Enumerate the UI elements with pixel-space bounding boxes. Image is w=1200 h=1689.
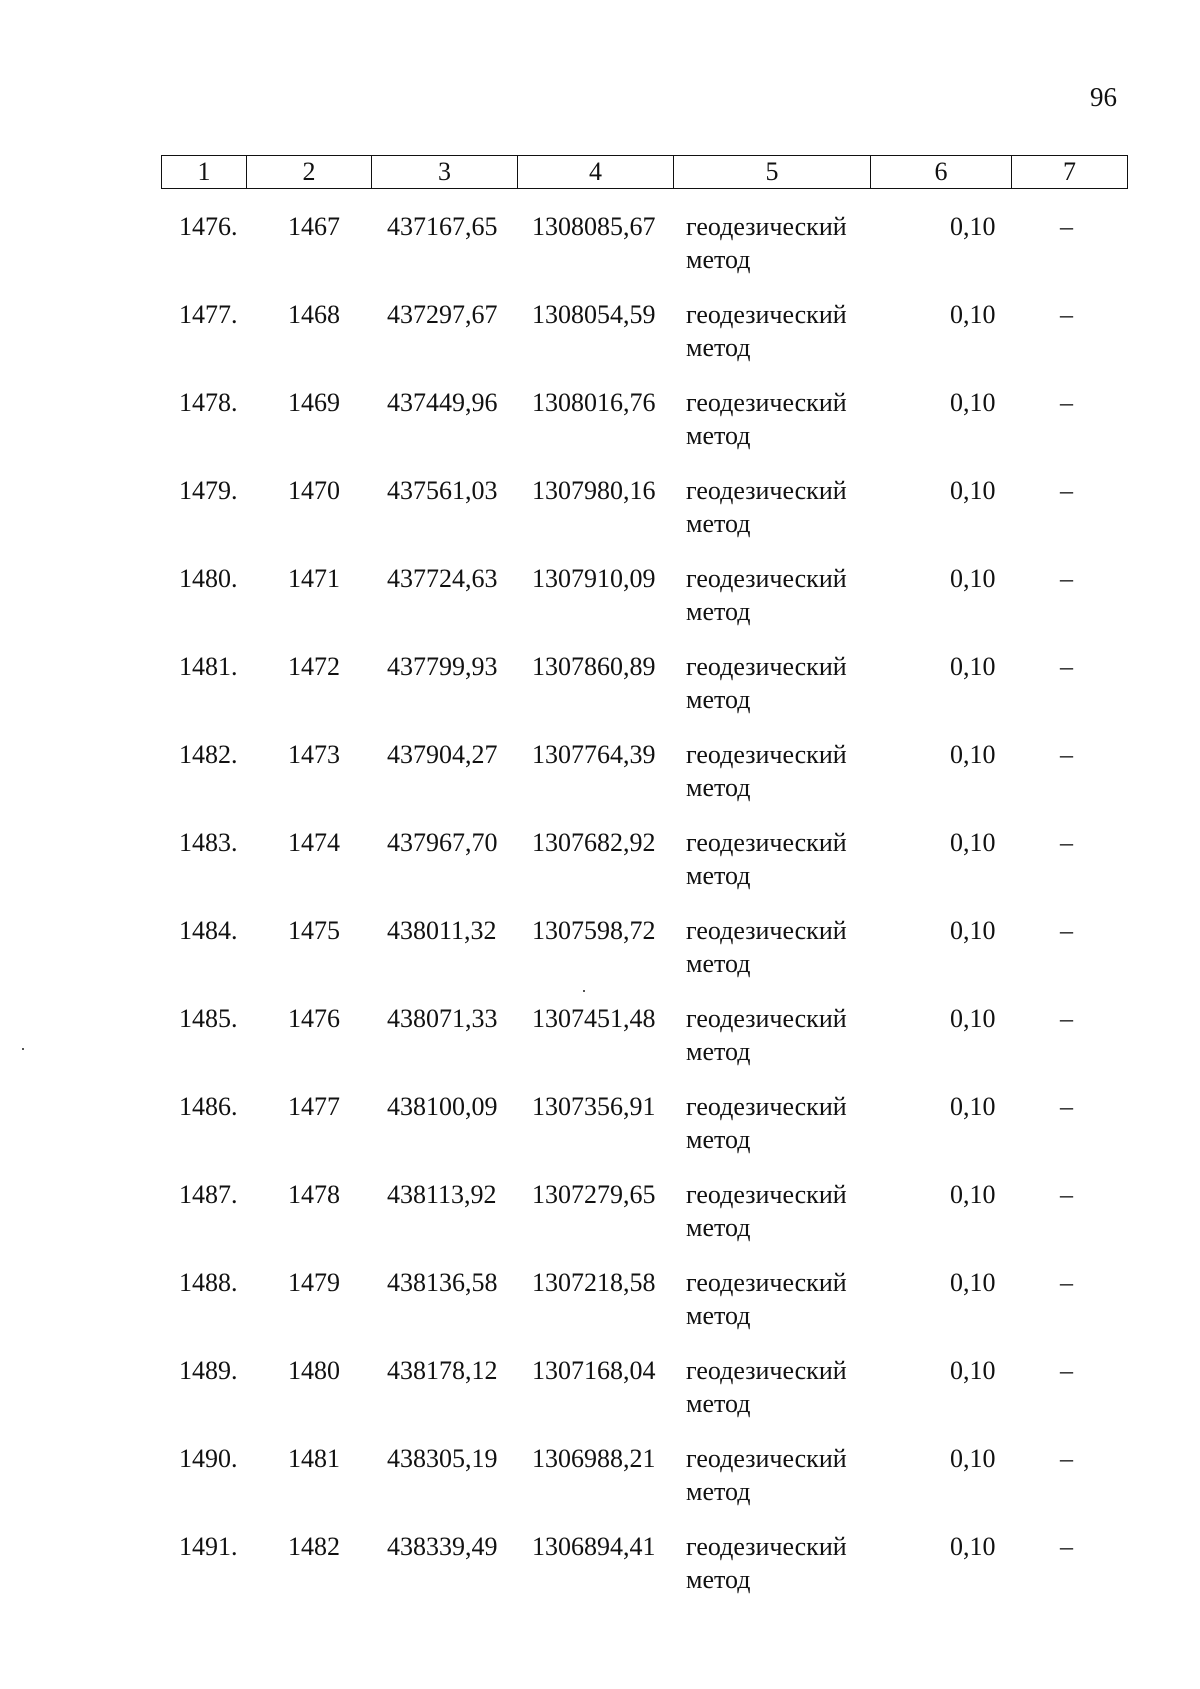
method-line: геодезический [686,1356,847,1385]
method-line: геодезический [686,828,847,857]
coordinate-x: 437561,03 [387,476,498,505]
coordinate-y: 1307764,39 [532,740,656,769]
row-number: 1483. [179,828,238,857]
method-cell [686,1530,847,1596]
coordinate-y: 1308085,67 [532,212,656,241]
accuracy-value: 0,10 [950,652,996,681]
method-line: геодезический [686,1268,847,1297]
coordinate-x: 438178,12 [387,1356,498,1385]
accuracy-value: 0,10 [950,1268,996,1297]
method-line: метод [686,773,751,802]
coordinate-y: 1307598,72 [532,916,656,945]
method-line: метод [686,421,751,450]
table-row [0,1530,1200,1618]
coordinate-x: 437799,93 [387,652,498,681]
note-value: – [1060,1356,1073,1385]
note-value: – [1060,1444,1073,1473]
row-number: 1484. [179,916,238,945]
coordinate-x: 438100,09 [387,1092,498,1121]
coordinate-x: 438136,58 [387,1268,498,1297]
accuracy-value: 0,10 [950,564,996,593]
coordinate-y: 1307218,58 [532,1268,656,1297]
table-row [0,386,1200,474]
note-value: – [1060,300,1073,329]
method-line: метод [686,1477,751,1506]
coordinate-y: 1308054,59 [532,300,656,329]
method-cell [686,738,847,804]
method-line: метод [686,333,751,362]
coordinate-x: 438113,92 [387,1180,497,1209]
note-value: – [1060,564,1073,593]
method-line: геодезический [686,740,847,769]
table-row [0,1442,1200,1530]
method-line: метод [686,597,751,626]
method-cell [686,1002,847,1068]
method-cell [686,650,847,716]
point-number: 1477 [288,1092,340,1121]
row-number: 1478. [179,388,238,417]
column-header-1: 1 [162,156,247,189]
table-row [0,738,1200,826]
method-line: метод [686,509,751,538]
row-number: 1480. [179,564,238,593]
table-row [0,650,1200,738]
method-line: метод [686,685,751,714]
method-line: метод [686,1125,751,1154]
row-number: 1479. [179,476,238,505]
note-value: – [1060,212,1073,241]
accuracy-value: 0,10 [950,1444,996,1473]
method-line: геодезический [686,212,847,241]
point-number: 1467 [288,212,340,241]
method-cell [686,298,847,364]
point-number: 1482 [288,1532,340,1561]
scan-speck [583,990,585,992]
point-number: 1476 [288,1004,340,1033]
coordinate-x: 438071,33 [387,1004,498,1033]
point-number: 1481 [288,1444,340,1473]
method-line: метод [686,1389,751,1418]
table-row [0,1354,1200,1442]
row-number: 1482. [179,740,238,769]
method-line: геодезический [686,1180,847,1209]
accuracy-value: 0,10 [950,916,996,945]
point-number: 1480 [288,1356,340,1385]
method-line: геодезический [686,1004,847,1033]
column-header-row [162,156,1128,189]
table-row [0,562,1200,650]
note-value: – [1060,1180,1073,1209]
method-line: геодезический [686,564,847,593]
page-number: 96 [1090,82,1117,112]
point-number: 1471 [288,564,340,593]
note-value: – [1060,828,1073,857]
table-row [0,914,1200,1002]
method-cell [686,1090,847,1156]
row-number: 1485. [179,1004,238,1033]
row-number: 1490. [179,1444,238,1473]
method-cell [686,914,847,980]
row-number: 1489. [179,1356,238,1385]
accuracy-value: 0,10 [950,212,996,241]
table-row [0,826,1200,914]
method-line: геодезический [686,1092,847,1121]
method-line: геодезический [686,388,847,417]
coordinate-x: 437449,96 [387,388,498,417]
method-line: метод [686,245,751,274]
coordinate-x: 438305,19 [387,1444,498,1473]
method-cell [686,210,847,276]
note-value: – [1060,388,1073,417]
column-header-4: 4 [518,156,674,189]
coordinate-y: 1307682,92 [532,828,656,857]
scan-speck [22,1048,24,1050]
table-row [0,474,1200,562]
coordinate-y: 1307980,16 [532,476,656,505]
row-number: 1491. [179,1532,238,1561]
row-number: 1476. [179,212,238,241]
table-row [0,298,1200,386]
method-line: метод [686,1301,751,1330]
column-header-6: 6 [871,156,1012,189]
table-row [0,210,1200,298]
method-cell [686,1442,847,1508]
point-number: 1479 [288,1268,340,1297]
note-value: – [1060,1004,1073,1033]
coordinate-x: 437967,70 [387,828,498,857]
column-header-2: 2 [247,156,372,189]
note-value: – [1060,652,1073,681]
method-cell [686,1178,847,1244]
table-row [0,1002,1200,1090]
note-value: – [1060,1092,1073,1121]
point-number: 1474 [288,828,340,857]
accuracy-value: 0,10 [950,476,996,505]
column-header-3: 3 [372,156,518,189]
accuracy-value: 0,10 [950,1356,996,1385]
coordinate-y: 1307356,91 [532,1092,656,1121]
coordinate-y: 1307279,65 [532,1180,656,1209]
method-cell [686,1266,847,1332]
column-header-7: 7 [1012,156,1128,189]
coordinate-y: 1306988,21 [532,1444,656,1473]
note-value: – [1060,476,1073,505]
method-line: метод [686,861,751,890]
coordinate-x: 438011,32 [387,916,497,945]
coordinate-y: 1307451,48 [532,1004,656,1033]
method-cell [686,474,847,540]
method-cell [686,826,847,892]
coordinate-y: 1306894,41 [532,1532,656,1561]
table-row [0,1266,1200,1354]
method-line: геодезический [686,476,847,505]
row-number: 1481. [179,652,238,681]
note-value: – [1060,1268,1073,1297]
method-line: метод [686,1213,751,1242]
coordinate-y: 1307168,04 [532,1356,656,1385]
method-line: геодезический [686,652,847,681]
method-line: метод [686,1037,751,1066]
coordinate-x: 437167,65 [387,212,498,241]
method-line: метод [686,949,751,978]
point-number: 1478 [288,1180,340,1209]
point-number: 1468 [288,300,340,329]
accuracy-value: 0,10 [950,300,996,329]
row-number: 1477. [179,300,238,329]
row-number: 1487. [179,1180,238,1209]
point-number: 1473 [288,740,340,769]
accuracy-value: 0,10 [950,828,996,857]
coordinate-x: 438339,49 [387,1532,498,1561]
column-header-5: 5 [674,156,871,189]
accuracy-value: 0,10 [950,1532,996,1561]
coordinate-y: 1307860,89 [532,652,656,681]
accuracy-value: 0,10 [950,388,996,417]
point-number: 1475 [288,916,340,945]
table-row [0,1178,1200,1266]
note-value: – [1060,740,1073,769]
method-line: геодезический [686,1532,847,1561]
accuracy-value: 0,10 [950,1092,996,1121]
method-line: геодезический [686,300,847,329]
coordinate-y: 1308016,76 [532,388,656,417]
method-line: метод [686,1565,751,1594]
note-value: – [1060,1532,1073,1561]
point-number: 1470 [288,476,340,505]
row-number: 1486. [179,1092,238,1121]
coordinate-x: 437724,63 [387,564,498,593]
table-row [0,1090,1200,1178]
table-body [0,210,1200,1618]
column-header-table [161,155,1128,189]
note-value: – [1060,916,1073,945]
accuracy-value: 0,10 [950,1180,996,1209]
point-number: 1469 [288,388,340,417]
accuracy-value: 0,10 [950,1004,996,1033]
method-cell [686,1354,847,1420]
accuracy-value: 0,10 [950,740,996,769]
coordinate-y: 1307910,09 [532,564,656,593]
row-number: 1488. [179,1268,238,1297]
method-cell [686,562,847,628]
method-line: геодезический [686,1444,847,1473]
method-cell [686,386,847,452]
point-number: 1472 [288,652,340,681]
method-line: геодезический [686,916,847,945]
coordinate-x: 437904,27 [387,740,498,769]
coordinate-x: 437297,67 [387,300,498,329]
